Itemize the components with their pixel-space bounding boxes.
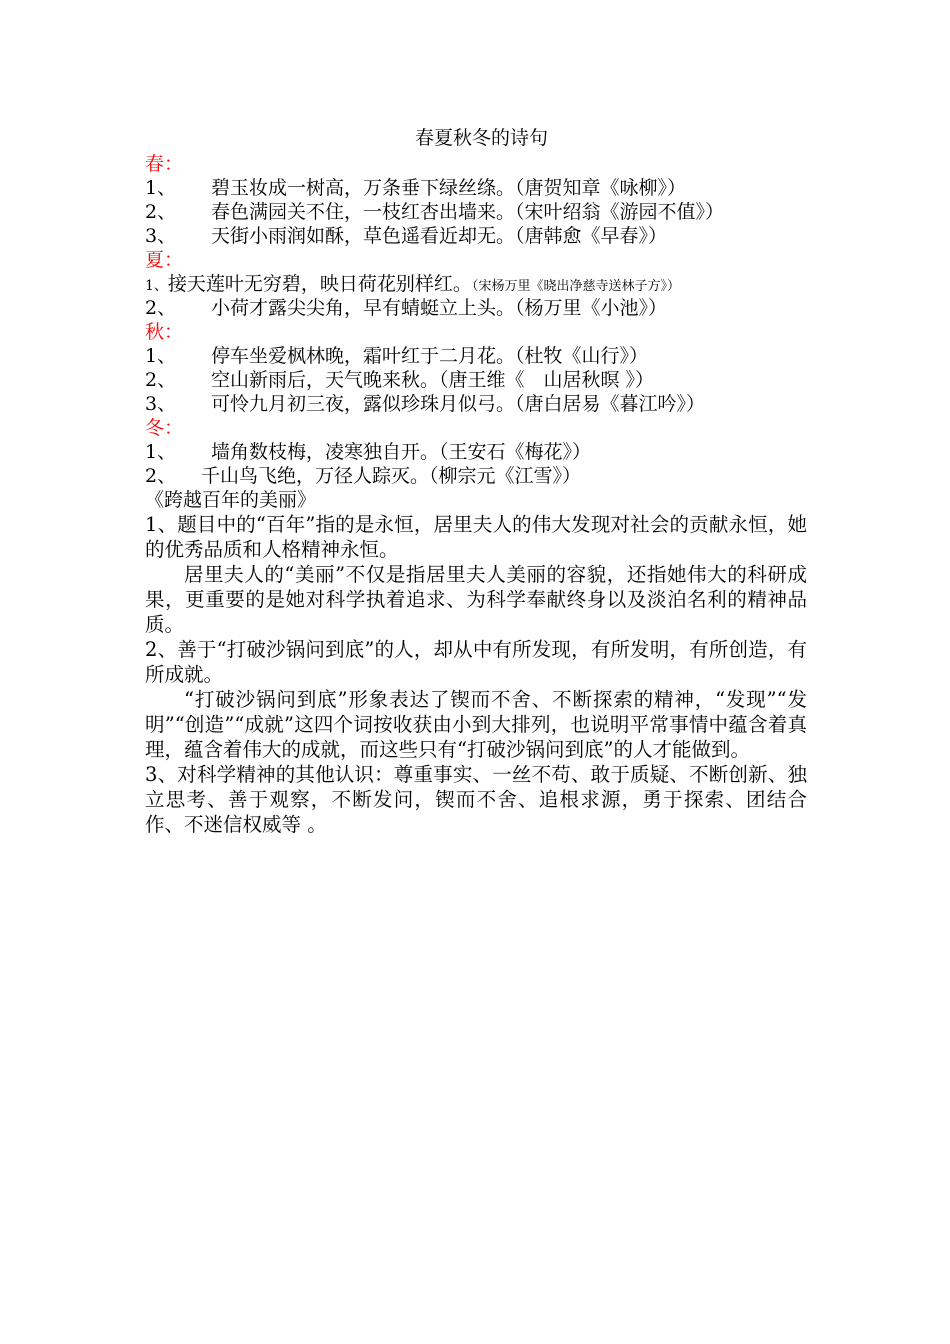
poem-text: 天街小雨润如酥，草色遥看近却无。 — [211, 225, 516, 247]
poem-number: 1、 — [145, 278, 168, 294]
poem-number: 2、 — [145, 465, 177, 487]
poem-text: 墙角数枝梅，凌寒独自开。 — [211, 441, 440, 463]
poem-number: 2、 — [145, 201, 177, 223]
poem-text: 空山新雨后，天气晚来秋。 — [211, 369, 440, 391]
poem-number: 3、 — [145, 225, 177, 247]
season-heading-summer: 夏： — [145, 249, 184, 271]
season-heading-winter: 冬： — [145, 417, 184, 439]
poem-line — [145, 368, 815, 392]
poem-line — [145, 440, 815, 464]
document-page — [145, 124, 815, 837]
poem-source: （宋杨万里《晓出净慈寺送林子方》） — [471, 279, 680, 294]
season-heading-autumn: 秋： — [145, 321, 184, 343]
poem-source: （杨万里《小池》） — [515, 297, 668, 319]
poem-number: 1、 — [145, 441, 177, 463]
essay-title: 《跨越百年的美丽》 — [145, 489, 317, 511]
poem-source: （唐王维《 山居秋暝 》） — [439, 369, 655, 391]
poem-text: 可怜九月初三夜，露似珍珠月似弓。 — [211, 393, 516, 415]
poem-line — [145, 224, 815, 248]
poem-line — [145, 176, 815, 200]
essay-paragraph: 3、对科学精神的其他认识：尊重事实、一丝不苟、敢于质疑、不断创新、独立思考、善于观察，不断发问，锲而不舍、追根求源，勇于探索、团结合作、不迷信权威等 。 — [145, 763, 807, 836]
document-title: 春夏秋冬的诗句 — [414, 127, 548, 149]
poem-number: 2、 — [145, 297, 177, 319]
season-heading-spring: 春： — [145, 153, 184, 175]
poem-number: 1、 — [145, 177, 177, 199]
poem-line — [145, 344, 815, 368]
poem-source: （王安石《梅花》） — [439, 441, 592, 463]
poem-line — [145, 392, 815, 416]
poem-text: 春色满园关不住，一枝红杏出墙来。 — [211, 201, 516, 223]
poem-number: 2、 — [145, 369, 177, 391]
poem-line — [145, 200, 815, 224]
poem-source: （唐贺知章《咏柳》） — [515, 177, 687, 199]
poem-text: 停车坐爱枫林晚，霜叶红于二月花。 — [211, 345, 516, 367]
poem-line — [145, 272, 815, 296]
poem-source: （柳宗元《江雪》） — [429, 465, 582, 487]
poem-text: 小荷才露尖尖角，早有蜻蜓立上头。 — [211, 297, 516, 319]
essay-paragraph: 2、善于“打破沙锅问到底”的人，却从中有所发现，有所发明，有所创造，有所成就。 — [145, 638, 807, 686]
poem-source: （唐白居易《暮江吟》） — [515, 393, 706, 415]
poem-source: （宋叶绍翁《游园不值》） — [515, 201, 725, 223]
poem-source: （唐韩愈《早春》） — [515, 225, 668, 247]
poem-line — [145, 296, 815, 320]
poem-text: 碧玉妆成一树高，万条垂下绿丝绦。 — [211, 177, 516, 199]
essay-paragraph: 居里夫人的“美丽”不仅是指居里夫人美丽的容貌，还指她伟大的科研成果，更重要的是她对科学执着追求、为科学奉献终身以及淡泊名利的精神品质。 — [145, 563, 807, 636]
essay-paragraph: 1、题目中的“百年”指的是永恒，居里夫人的伟大发现对社会的贡献永恒，她的优秀品质和人格精神永恒。 — [145, 513, 807, 561]
poem-number: 1、 — [145, 345, 177, 367]
poem-text: 接天莲叶无穷碧，映日荷花别样红。 — [167, 273, 472, 295]
essay-paragraph: “打破沙锅问到底”形象表达了锲而不舍、不断探索的精神，“发现”“发明”“创造”“成就”这四个词按收获由小到大排列，也说明平常事情中蕴含着真理，蕴含着伟大的成就，而这些只有“打破沙锅问到底”的人才能做到。 — [145, 688, 807, 761]
poem-source: （杜牧《山行》） — [515, 345, 649, 367]
poem-line — [145, 464, 815, 488]
poem-text: 千山鸟飞绝，万径人踪灭。 — [201, 465, 430, 487]
poem-number: 3、 — [145, 393, 177, 415]
